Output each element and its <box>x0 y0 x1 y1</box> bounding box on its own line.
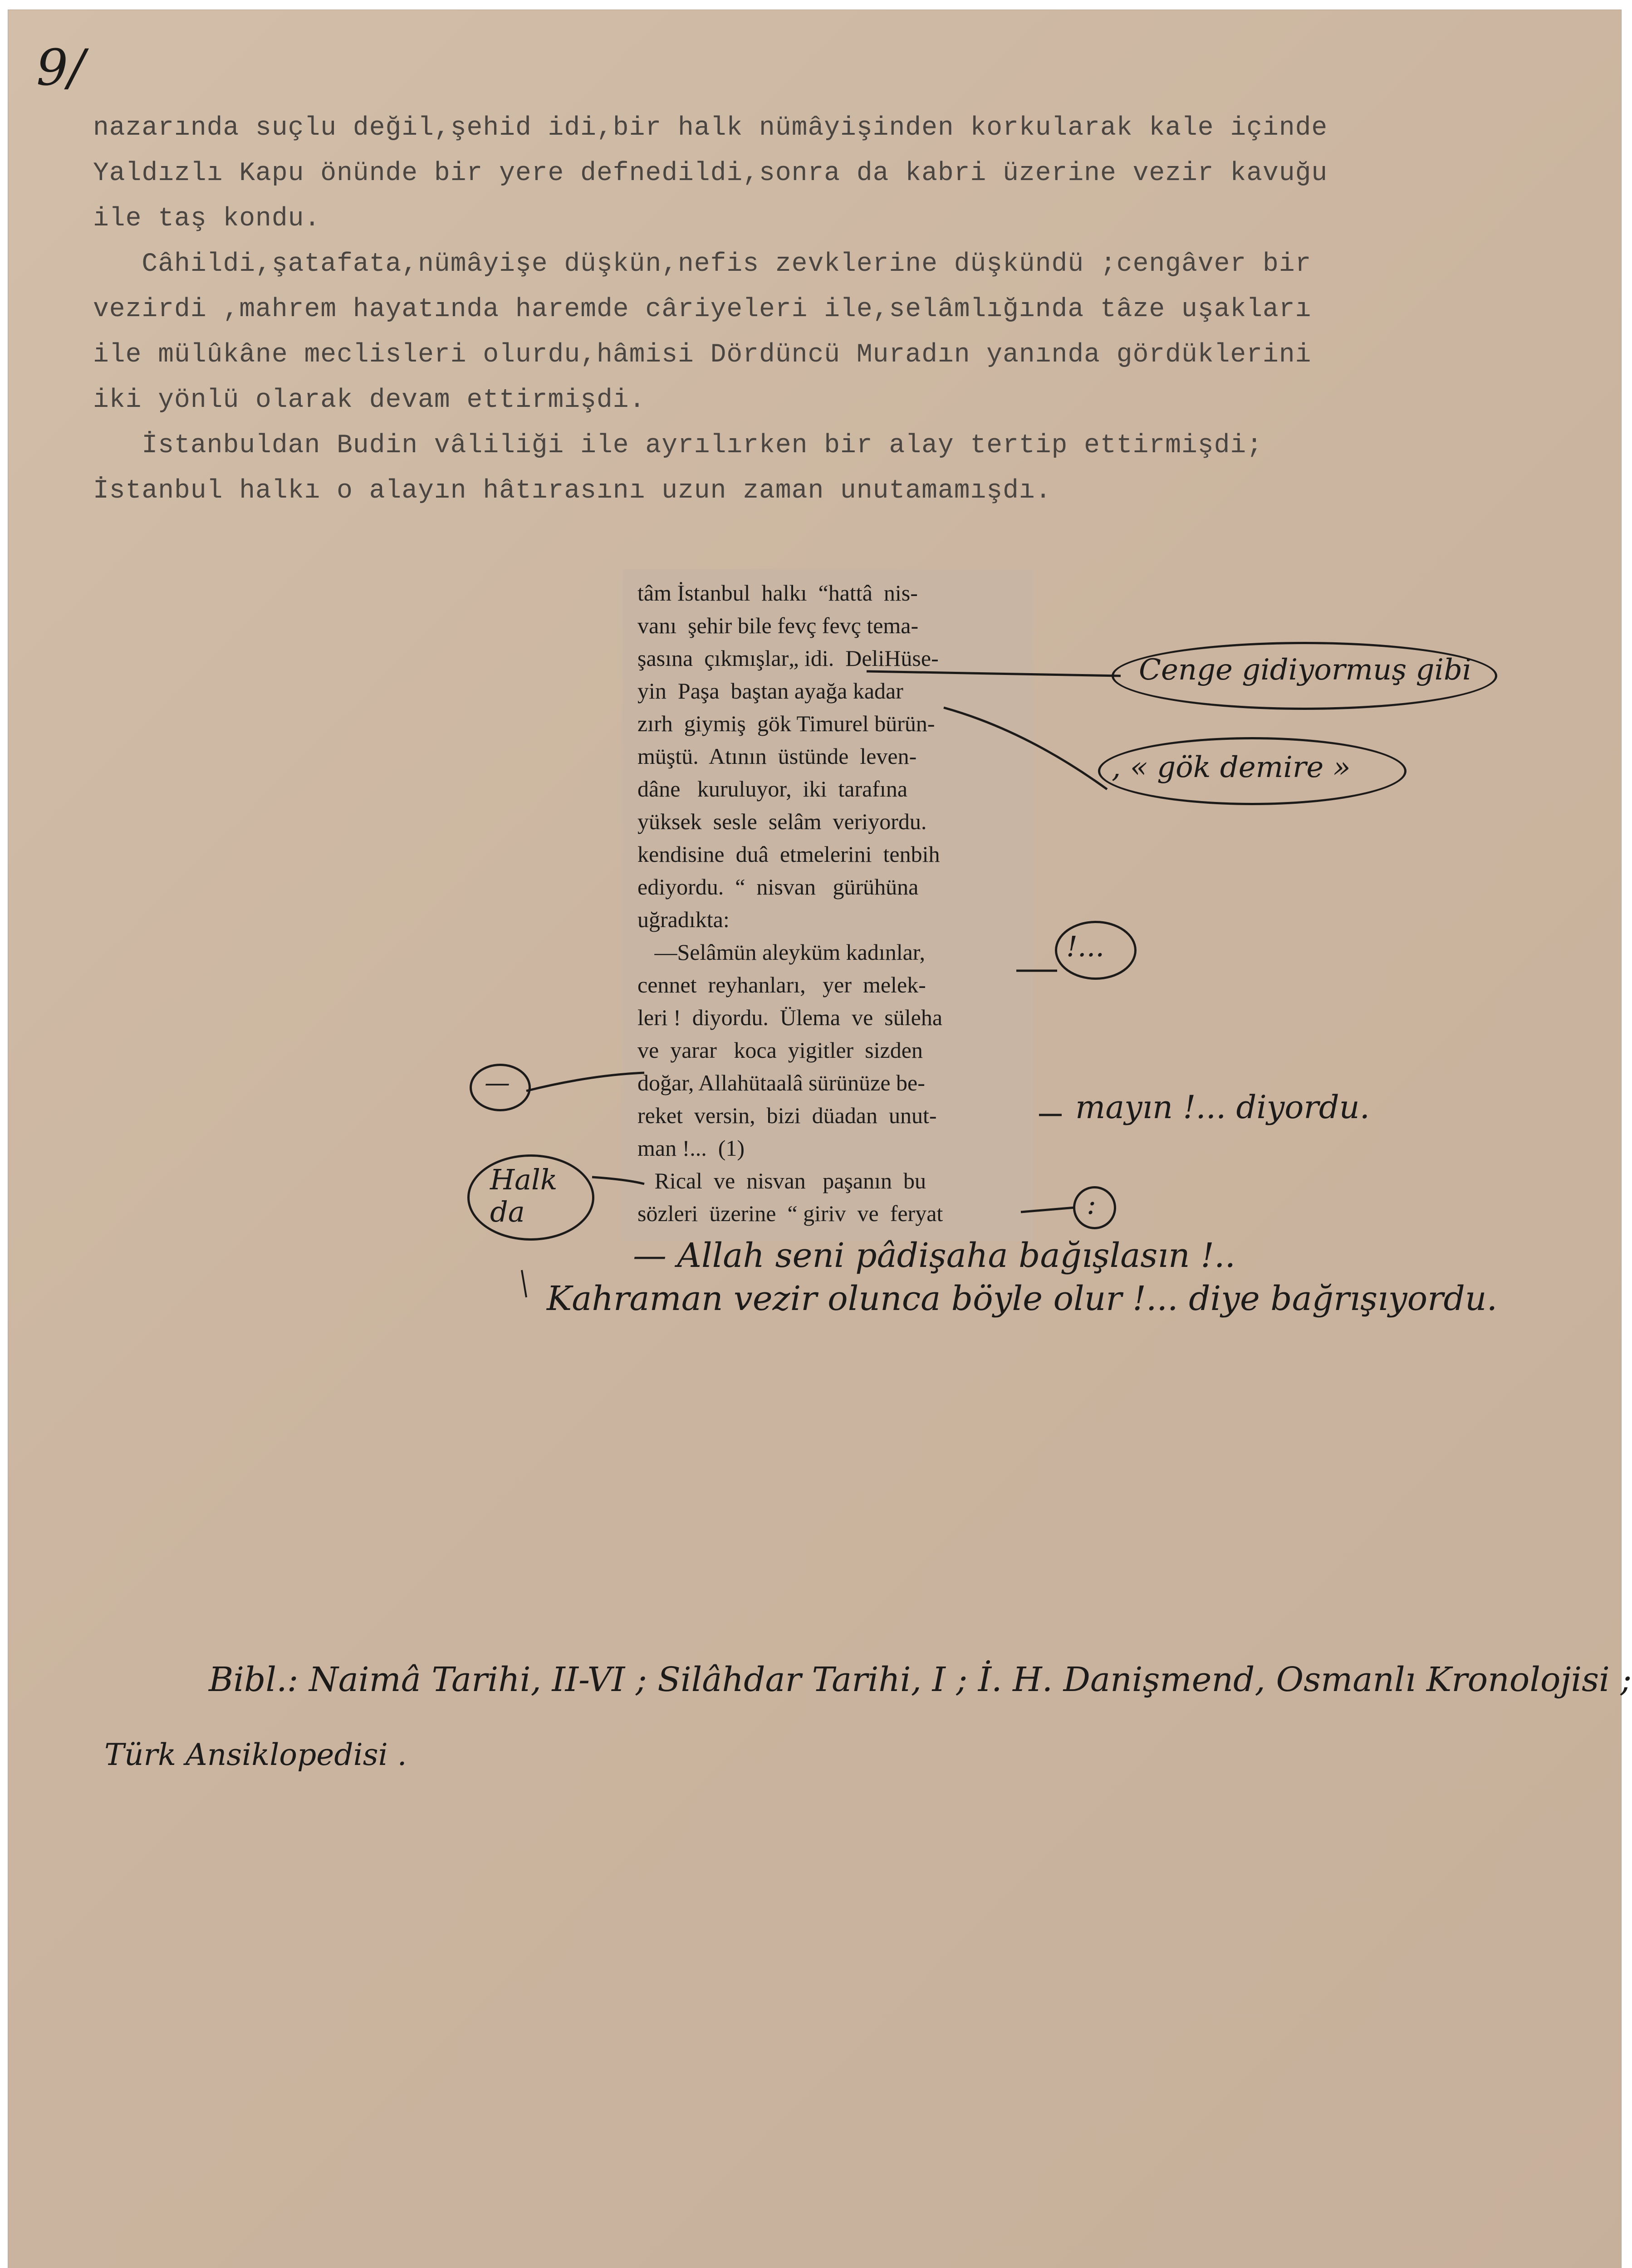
note-halk-da: Halk da <box>490 1163 567 1229</box>
typed-line-2: Yaldızlı Kapu önünde bir yere defnedildi,sonra da kabri üzerine vezir kavuğu <box>93 159 1328 188</box>
typed-line-1: nazarında suçlu değil,şehid idi,bir halk nümâyişinden korkularak kale içinde <box>93 113 1328 143</box>
clipping-line-2: vanı şehir bile fevç fevç tema- <box>637 613 919 638</box>
clipping-line-18: man !... (1) <box>637 1135 745 1161</box>
clipping-line-8: yüksek sesle selâm veriyordu. <box>637 809 927 834</box>
note-gok-demire: , « gök demire » <box>1112 751 1351 784</box>
note-mayin-diyordu: mayın !... diyordu. <box>1075 1089 1370 1126</box>
clipping-line-17: reket versin, bizi düadan unut- <box>637 1103 937 1128</box>
clipping-line-11: uğradıkta: <box>637 907 730 932</box>
note-kahraman-line: Kahraman vezir olunca böyle olur !... diye bağrışıyordu. <box>547 1279 1498 1318</box>
typed-line-9: İstanbul halkı o alayın hâtırasını uzun zaman unutamamışdı. <box>93 476 1052 506</box>
clipping-line-6: müştü. Atının üstünde leven- <box>637 743 917 769</box>
typed-line-3: ile taş kondu. <box>93 204 321 234</box>
clipping-line-14: leri ! diyordu. Ülema ve süleha <box>637 1005 943 1030</box>
clipping-line-9: kendisine duâ etmelerini tenbih <box>637 841 940 867</box>
note-exclaim: !... <box>1066 930 1105 963</box>
clipping-line-10: ediyordu. “ nisvan gürühüna <box>637 874 919 899</box>
note-dash: — <box>485 1068 510 1098</box>
typed-line-6: ile mülûkâne meclisleri olurdu,hâmisi Dördüncü Muradın yanında gördüklerini <box>93 340 1312 370</box>
typed-line-8: İstanbuldan Budin vâliliği ile ayrılırken bir alay tertip ettirmişdi; <box>93 431 1263 460</box>
clipping-line-15: ve yarar koca yigitler sizden <box>637 1037 923 1063</box>
typed-line-4: Câhildi,şatafata,nümâyişe düşkün,nefis zevklerine düşkündü ;cengâver bir <box>93 249 1312 279</box>
clipping-line-7: dâne kuruluyor, iki tarafına <box>637 776 908 802</box>
bibliography-line-2: Türk Ansiklopedisi . <box>104 1737 407 1772</box>
page-number: 9/ <box>36 39 85 97</box>
clipping-line-3: şasına çıkmışlar„ idi. DeliHüse- <box>637 645 939 671</box>
clipping-line-20: sözleri üzerine “ giriv ve feryat <box>637 1201 943 1226</box>
note-colon: : <box>1087 1188 1096 1221</box>
typed-line-5: vezirdi ,mahrem hayatında haremde câriyeleri ile,selâmlığında tâze uşakları <box>93 295 1312 324</box>
note-allah-line: — Allah seni pâdişaha bağışlasın !.. <box>633 1236 1236 1275</box>
bibliography-line-1: Bibl.: Naimâ Tarihi, II-VI ; Silâhdar Tarihi, I ; İ. H. Danişmend, Osmanlı Kronolojisi ; <box>209 1660 1632 1699</box>
clipping-line-1: tâm İstanbul halkı “hattâ nis- <box>637 580 918 606</box>
clipping-line-13: cennet reyhanları, yer melek- <box>637 972 926 997</box>
clipping-line-5: zırh giymiş gök Timurel bürün- <box>637 711 935 736</box>
clipping-line-12: —Selâmün aleyküm kadınlar, <box>637 939 925 965</box>
clipping-line-16: doğar, Allahütaalâ sürünüze be- <box>637 1070 925 1095</box>
clipping-line-19: Rical ve nisvan paşanın bu <box>637 1168 926 1193</box>
clipping-line-4: yin Paşa baştan ayağa kadar <box>637 678 903 704</box>
note-cenge-gidiyormus: Cenge gidiyormuş gibi <box>1139 653 1472 687</box>
typed-line-7: iki yönlü olarak devam ettirmişdi. <box>93 386 646 415</box>
